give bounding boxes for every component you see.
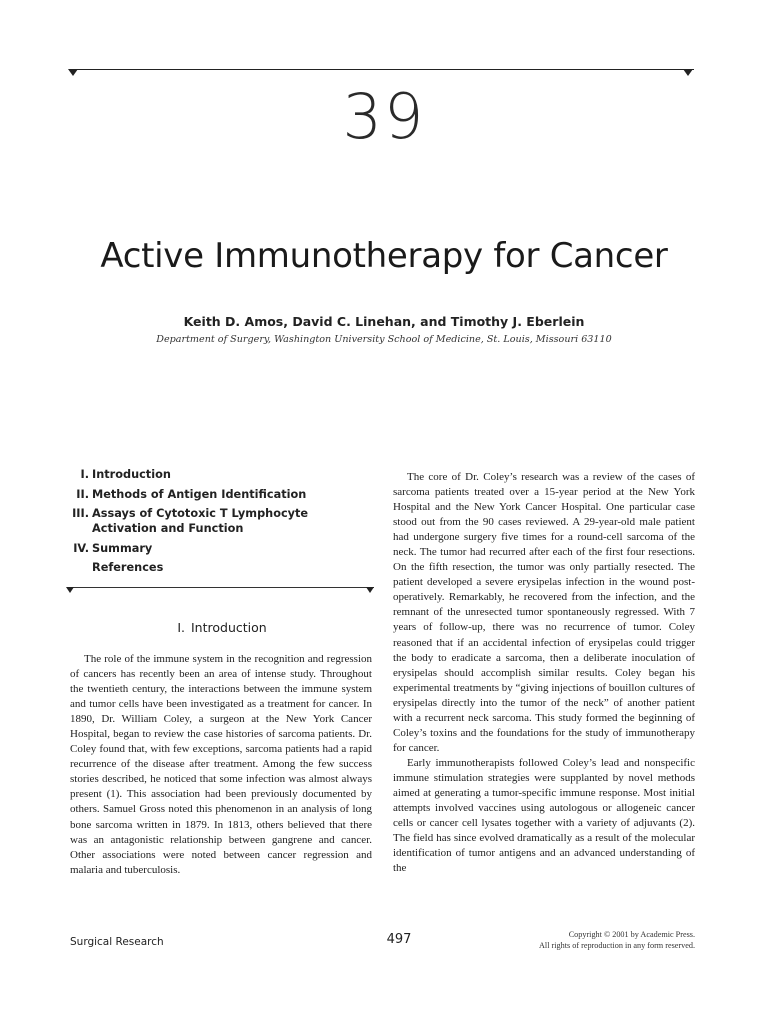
toc-item-number: III. [72, 507, 89, 520]
toc-marker-right-icon [366, 587, 374, 593]
toc-item-number [70, 560, 89, 575]
top-rule [72, 69, 694, 70]
paragraph: The core of Dr. Coley’s research was a review of the cases of sarcoma patients treated over a 15-year period at the New York Hospital and the New York Cancer Hospital. One particular case stood out from the 90 cases reviewed. A 29-year-old male patient had undergone surgery five times for a round-cell sarcoma of the neck. The tumor had recurred after each of the first four resections. On the fifth resection, the tumor was only partially resected. The patient developed a severe erysipelas infection in the wound post-operatively. Remarkably, he recovered from the infection, and the remnant of the unresected tumor spontaneously regressed. With 7 years of follow-up, there was no recurrence of tumor. Coley reasoned that if an accidental infection of erysipelas could trigger the body to eradicate a sarcoma, then a deliberate inoculation of erysipelas should accomplish similar results. Coley began his experimental treatments by “giving injections of bouillon cultures of erysipelas directly into the tumor of the neck” of another patient with a recurrent neck sarcoma. This study formed the beginning of Coley’s toxins and the foundations for the study of immunotherapy for cancer. [393, 471, 695, 754]
journal-name: Surgical Research [70, 936, 164, 948]
section-number: I. [177, 620, 185, 635]
copyright-notice [539, 929, 695, 951]
paragraph: Early immunotherapists followed Coley’s lead and nonspecific immune stimulation strategies were supplanted by novel methods aimed at generating a tumor-specific immune response. Most initial attempts involved vaccines using autologous or allogeneic cancer cells or cancer cell lysates together with a variety of adjuvants (2). The field has since evolved dramatically as a result of the molecular identification of tumor antigens and an advanced understanding of the [393, 756, 695, 875]
rule-marker-left-icon [68, 69, 78, 76]
toc-item-label: Assays of Cytotoxic T Lymphocyte Activation and Function [92, 507, 309, 535]
body-column-right [393, 470, 695, 876]
section-heading [70, 620, 374, 635]
rights-line: All rights of reproduction in any form reserved. [539, 941, 695, 950]
chapter-title: Active Immunotherapy for Cancer [100, 236, 668, 276]
author-affiliation: Department of Surgery, Washington University School of Medicine, St. Louis, Missouri 63110 [156, 334, 612, 345]
toc-item[interactable] [70, 560, 376, 575]
page-number: 497 [386, 932, 412, 947]
toc-item-label: Methods of Antigen Identification [92, 487, 307, 501]
table-of-contents [70, 467, 376, 580]
copyright-line: Copyright © 2001 by Academic Press. [568, 930, 695, 939]
paragraph: The role of the immune system in the recognition and regression of cancers has recently been an area of intense study. Throughout the twentieth century, the interactions between the immune system and tumor cells have been investigated as a treatment for cancer. In 1890, Dr. William Coley, a surgeon at the New York Cancer Hospital, began to review the case histories of sarcoma patients. Dr. Coley found that, with few exceptions, sarcoma patients had a rapid recurrence of the disease after treatment. Among the few success stories described, he noticed that some infection was almost always present (1). This association had been previously documented by others. Samuel Gross noted this phenomenon in an analysis of long bone sarcoma written in 1879. In 1813, others believed that there was an antagonistic relationship between gangrene and cancer. Other associations were noted between cancer regression and malaria and tuberculosis. [70, 653, 372, 876]
toc-item[interactable] [70, 487, 376, 502]
toc-item-number: IV. [73, 541, 89, 555]
toc-item-number: II. [76, 487, 89, 501]
toc-item[interactable] [70, 467, 376, 482]
toc-item-number: I. [80, 468, 89, 481]
toc-item[interactable] [70, 506, 376, 536]
chapter-authors: Keith D. Amos, David C. Linehan, and Timothy J. Eberlein [183, 314, 585, 329]
section-title: Introduction [190, 620, 267, 635]
chapter-number: 39 [342, 80, 426, 153]
rule-marker-right-icon [683, 69, 693, 76]
body-column-left [70, 652, 372, 878]
toc-marker-left-icon [66, 587, 74, 593]
toc-item-label: References [92, 561, 164, 574]
toc-divider [70, 587, 374, 588]
toc-item-label: Introduction [92, 468, 171, 481]
toc-item[interactable] [70, 541, 376, 556]
toc-item-label: Summary [92, 541, 153, 555]
